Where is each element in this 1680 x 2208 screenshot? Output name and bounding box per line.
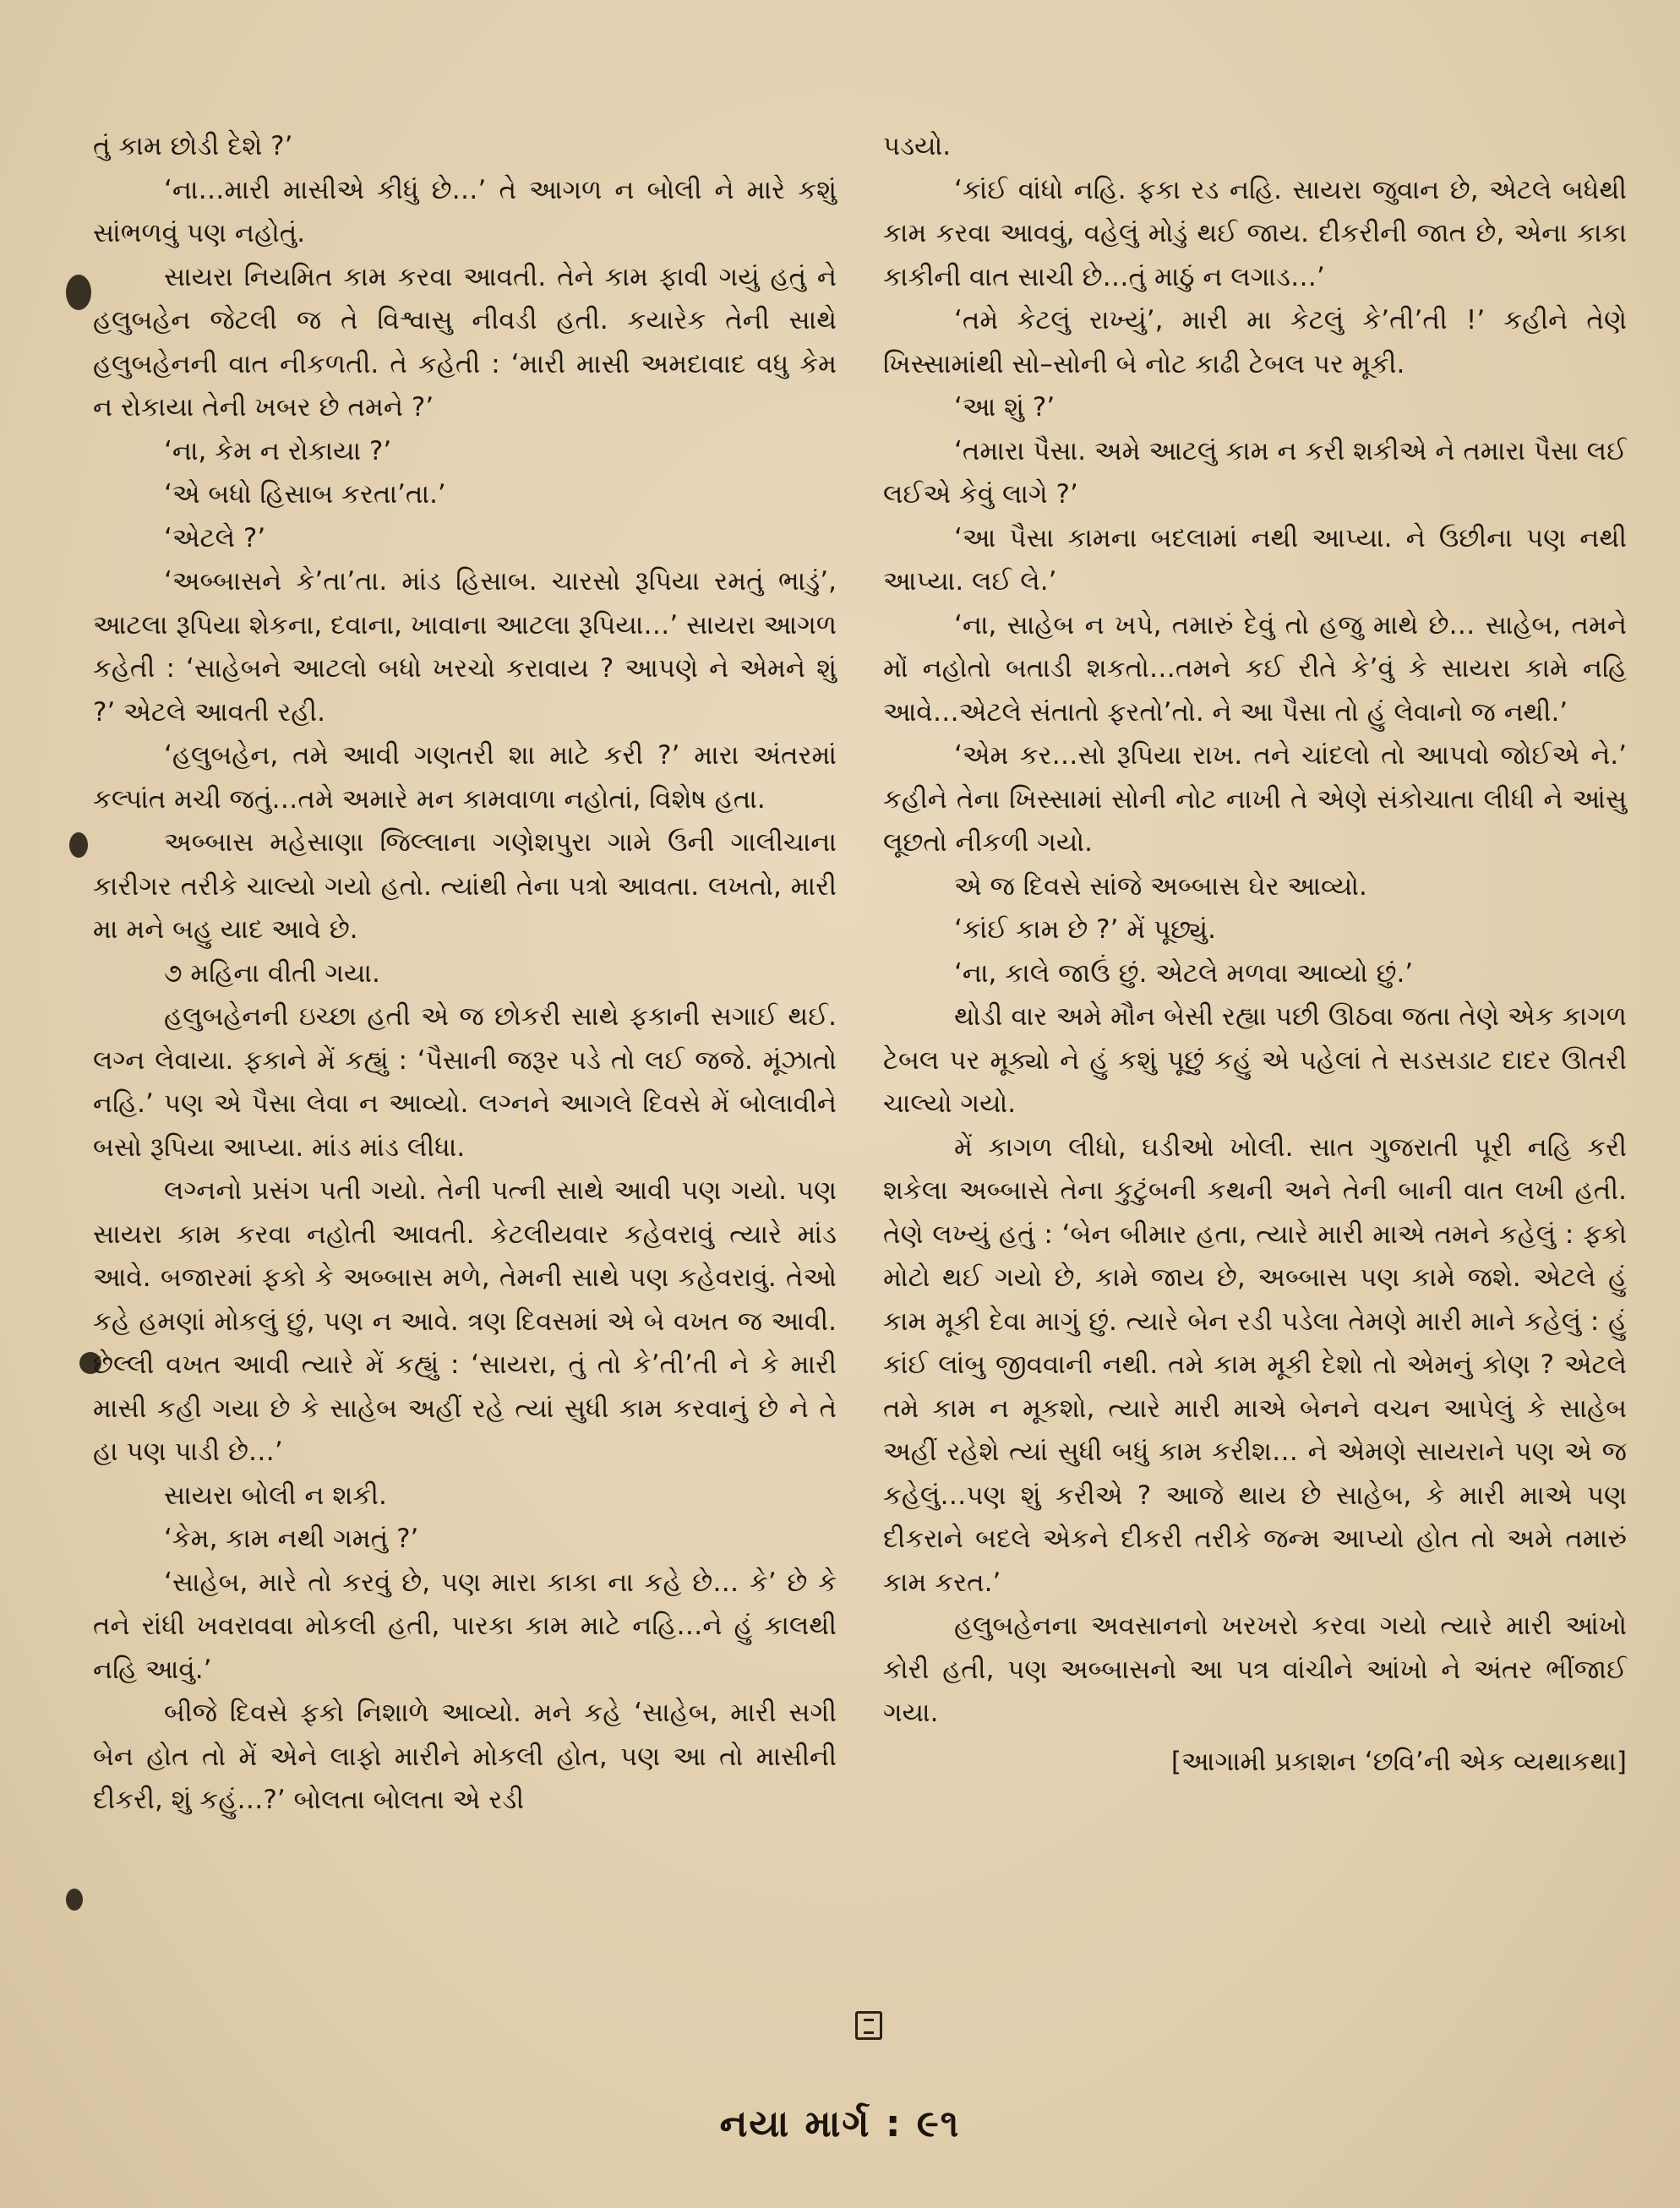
- paragraph: સાયરા બોલી ન શકી.: [164, 1480, 387, 1511]
- paragraph: તું કામ છોડી દેશે ?’: [93, 131, 293, 161]
- paragraph: ‘કેમ, કામ નથી ગમતું ?’: [164, 1524, 419, 1554]
- paragraph: હલુબહેનના અવસાનનો ખરખરો કરવા ગયો ત્યારે મારી આંખો કોરી હતી, પણ અબ્બાસનો આ પત્ર વાંચીને આંખો ને અંતર ભીંજાઈ ગયા.: [883, 1611, 1627, 1728]
- paragraph: ‘ના, કાલે જાઉં છું. એટલે મળવા આવ્યો છું.’: [954, 957, 1414, 989]
- source-attribution: [આગામી પ્રકાશન ‘છવિ’ની એક વ્યથાકથા]: [1170, 1746, 1627, 1777]
- ink-blot: [66, 275, 91, 310]
- paragraph: ‘ના, કેમ ન રોકાયા ?’: [164, 435, 392, 466]
- paragraph: ‘અબ્બાસને કે’તા’તા. માંડ હિસાબ. ચારસો રૂપિયા રમતું ભાડું’, આટલા રૂપિયા શેકના, દવાના, ખાવાના આટલા રૂપિયા…’ સાયરા આગળ કહેતી : ‘સાહેબને આટલો બધો ખરચો કરાવાય ? આપણે ને એમને શું ?’ એટલે આવતી રહી.: [93, 566, 837, 728]
- paragraph: અબ્બાસ મહેસાણા જિલ્લાના ગણેશપુરા ગામે ઉની ગાલીચાના કારીગર તરીકે ચાલ્યો ગયો હતો. ત્યાંથી તેના પત્રો આવતા. લખતો, મારી મા મને બહુ યાદ આવે છે.: [93, 827, 837, 945]
- paragraph: ‘સાહેબ, મારે તો કરવું છે, પણ મારા કાકા ના કહે છે… કે’ છે કે તને રાંધી ખવરાવવા મોકલી હતી, પારકા કામ માટે નહિ…ને હું કાલથી નહિ આવું.’: [93, 1567, 837, 1685]
- paragraph: ‘હલુબહેન, તમે આવી ગણતરી શા માટે કરી ?’ મારા અંતરમાં કલ્પાંત મચી જતું…તમે અમારે મન કામવાળા નહોતાં, વિશેષ હતા.: [93, 740, 837, 815]
- paragraph: ‘એમ કર…સો રૂપિયા રાખ. તને ચાંદલો તો આપવો જોઈએ ને.’ કહીને તેના ખિસ્સામાં સોની નોટ નાખી તે એણે સંકોચાતા લીધી ને આંસુ લૂછતો નીકળી ગયો.: [883, 740, 1627, 858]
- paragraph: ‘એટલે ?’: [164, 522, 266, 553]
- paragraph: પડયો.: [883, 131, 952, 161]
- ink-blot: [66, 1889, 83, 1911]
- paragraph: બીજે દિવસે ફકો નિશાળે આવ્યો. મને કહે ‘સાહેબ, મારી સગી બેન હોત તો મેં એને લાફો મારીને મોકલી હોત, પણ આ તો માસીની દીકરી, શું કહું…?’ બોલતા બોલતા એ રડી: [93, 1698, 837, 1815]
- paragraph: ‘કાંઈ કામ છે ?’ મેં પૂછ્યું.: [954, 914, 1216, 945]
- paragraph: ‘આ પૈસા કામના બદલામાં નથી આપ્યા. ને ઉછીના પણ નથી આપ્યા. લઈ લે.’: [883, 522, 1627, 597]
- paragraph: હલુબહેનની ઇચ્છા હતી એ જ છોકરી સાથે ફકાની સગાઈ થઈ. લગ્ન લેવાયા. ફકાને મેં કહ્યું : ‘પૈસાની જરૂર પડે તો લઈ જજે. મૂંઝાતો નહિ.’ પણ એ પૈસા લેવા ન આવ્યો. લગ્નને આગલે દિવસે મેં બોલાવીને બસો રૂપિયા આપ્યા. માંડ માંડ લીધા.: [93, 1001, 837, 1163]
- page-footer: નયા માર્ગ : ૯૧: [719, 2102, 961, 2145]
- section-end-mark-icon: [855, 2011, 882, 2040]
- paragraph: ‘કાંઈ વાંધો નહિ. ફકા રડ નહિ. સાયરા જુવાન છે, એટલે બધેથી કામ કરવા આવવું, વહેલું મોડું થઈ જાય. દીકરીની જાત છે, એના કાકા કાકીની વાત સાચી છે…તું માઠું ન લગાડ…’: [883, 174, 1627, 292]
- paragraph: થોડી વાર અમે મૌન બેસી રહ્યા પછી ઊઠવા જતા તેણે એક કાગળ ટેબલ પર મૂક્યો ને હું કશું પૂછું કહું એ પહેલાં તે સડસડાટ દાદર ઊતરી ચાલ્યો ગયો.: [883, 1001, 1627, 1119]
- ink-blot: [69, 832, 88, 858]
- paragraph: ‘એ બધો હિસાબ કરતા’તા.’: [164, 479, 446, 510]
- paragraph: ‘ના, સાહેબ ન ખપે, તમારું દેવું તો હજુ માથે છે… સાહેબ, તમને મોં નહોતો બતાડી શકતો…તમને કઈ રીતે કે’વું કે સાયરા કામે નહિ આવે…એટલે સંતાતો ફરતો’તો. ને આ પૈસા તો હું લેવાનો જ નથી.’: [883, 609, 1627, 728]
- paragraph: એ જ દિવસે સાંજે અબ્બાસ ઘેર આવ્યો.: [954, 870, 1367, 902]
- paragraph: સાયરા નિયમિત કામ કરવા આવતી. તેને કામ ફાવી ગયું હતું ને હલુબહેન જેટલી જ તે વિશ્વાસુ નીવડી હતી. કયારેક તેની સાથે હલુબહેનની વાત નીકળતી. તે કહેતી : ‘મારી માસી અમદાવાદ વધુ કેમ ન રોકાયા તેની ખબર છે તમને ?’: [93, 261, 837, 423]
- paragraph: ‘તમે કેટલું રાખ્યું’, મારી મા કેટલું કે’તી’તી !’ કહીને તેણે ખિસ્સામાંથી સો–સોની બે નોટ કાઢી ટેબલ પર મૂકી.: [883, 305, 1627, 379]
- paragraph: મેં કાગળ લીધો, ઘડીઓ ખોલી. સાત ગુજરાતી પૂરી નહિ કરી શકેલા અબ્બાસે તેના કુટુંબની કથની અને તેની બાની વાત લખી હતી. તેણે લખ્યું હતું : ‘બેન બીમાર હતા, ત્યારે મારી માએ તમને કહેલું : ફકો મોટો થઈ ગયો છે, કામે જાય છે, અબ્બાસ પણ કામે જશે. એટલે હું કામ મૂકી દેવા માગું છું. ત્યારે બેન રડી પડેલા તેમણે મારી માને કહેલું : હું કાંઈ લાંબુ જીવવાની નથી. તમે કામ મૂકી દેશો તો એમનું કોણ ? એટલે તમે કામ ન મૂકશો, ત્યારે મારી માએ બેનને વચન આપેલું કે સાહેબ અહીં રહેશે ત્યાં સુધી બધું કામ કરીશ… ને એમણે સાયરાને પણ એ જ કહેલું…પણ શું કરીએ ? આજે થાય છે સાહેબ, કે મારી માએ પણ દીકરાને બદલે એકને દીકરી તરીકે જન્મ આપ્યો હોત તો અમે તમારું કામ કરત.’: [883, 1131, 1627, 1598]
- paragraph: લગ્નનો પ્રસંગ પતી ગયો. તેની પત્ની સાથે આવી પણ ગયો. પણ સાયરા કામ કરવા નહોતી આવતી. કેટલીયવાર કહેવરાવું ત્યારે માંડ આવે. બજારમાં ફકો કે અબ્બાસ મળે, તેમની સાથે પણ કહેવરાવું. તેઓ કહે હમણાં મોકલું છું, પણ ન આવે. ત્રણ દિવસમાં એ બે વખત જ આવી. છેલ્લી વખત આવી ત્યારે મેં કહ્યું : ‘સાયરા, તું તો કે’તી’તી ને કે મારી માસી કહી ગયા છે કે સાહેબ અહીં રહે ત્યાં સુધી કામ કરવાનું છે ને તે હા પણ પાડી છે…’: [93, 1175, 837, 1467]
- paragraph: ‘આ શું ?’: [954, 392, 1055, 423]
- paragraph: ૭ મહિના વીતી ગયા.: [164, 957, 380, 989]
- paragraph: ‘તમારા પૈસા. અમે આટલું કામ ન કરી શકીએ ને તમારા પૈસા લઈ લઈએ કેવું લાગે ?’: [883, 435, 1627, 510]
- left-column: [93, 125, 837, 1823]
- right-column: [883, 125, 1627, 1784]
- paragraph: ‘ના…મારી માસીએ કીધું છે…’ તે આગળ ન બોલી ને મારે કશું સાંભળવું પણ નહોતું.: [93, 174, 837, 248]
